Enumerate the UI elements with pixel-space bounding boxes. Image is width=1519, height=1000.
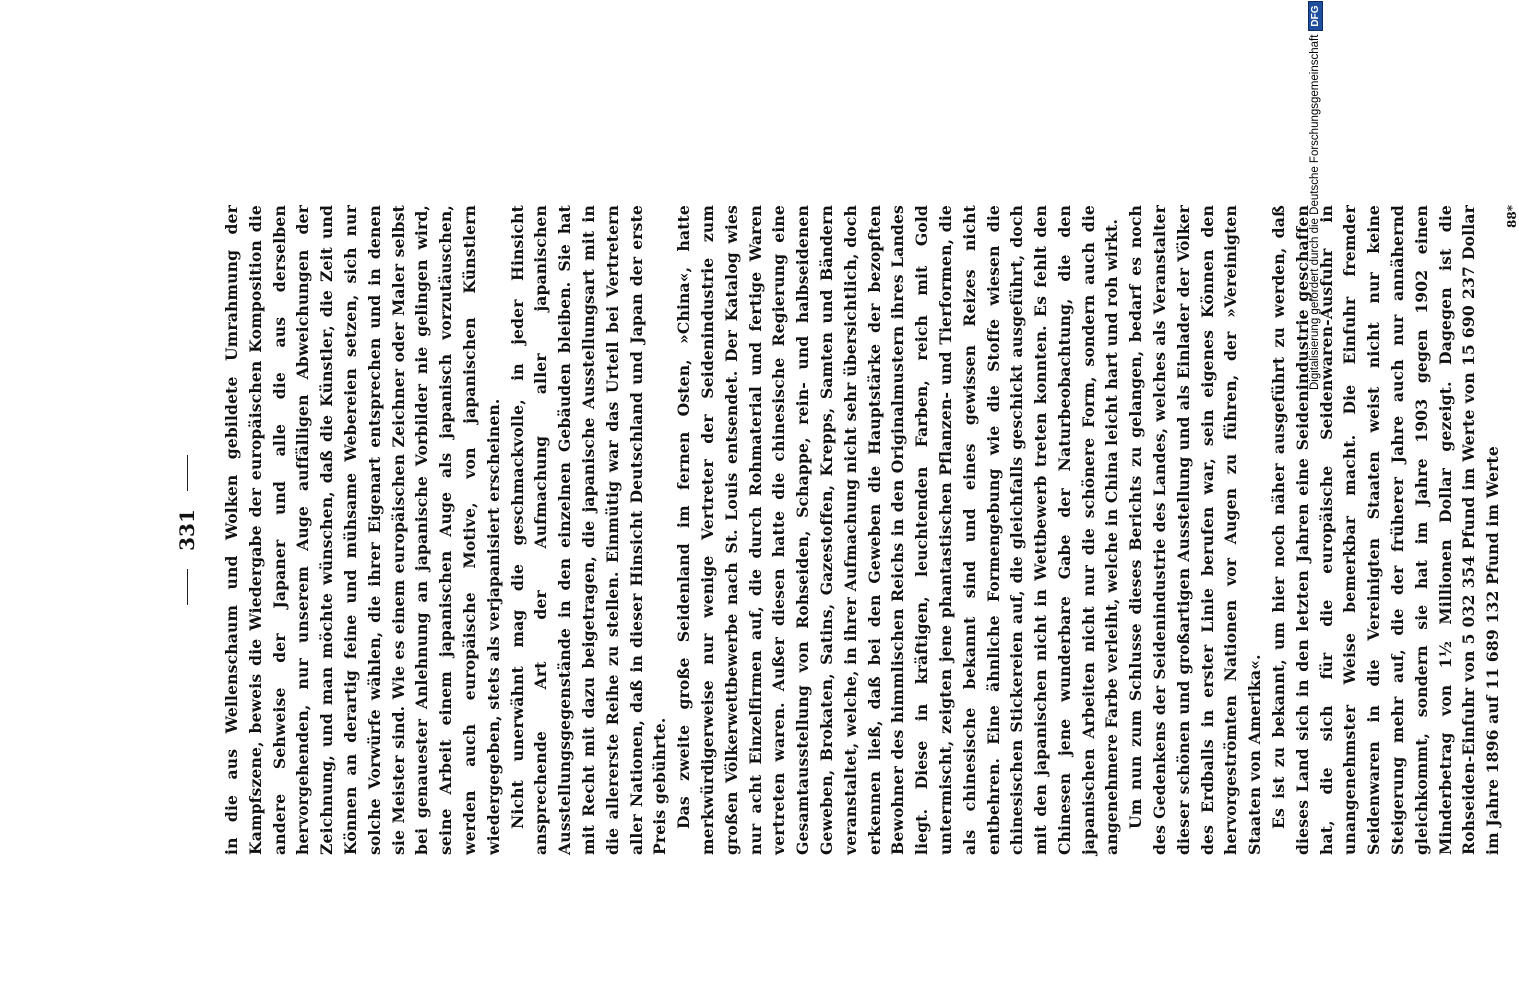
page-header bbox=[168, 205, 206, 855]
dfg-logo: DFG bbox=[1308, 1, 1323, 30]
page-number: 331 bbox=[175, 509, 199, 551]
paragraph-5: Es ist zu bekannt, um hier noch näher ausgeführt zu werden, daß dieses Land sich in den letzten Jahren eine Seidenindustrie geschaffen hat, die sich für die europäische Seidenwaren-Ausfuhr in unangenehmster Weise bemerkbar macht. Die Einfuhr fremder Seidenwaren in die Vereinigten Staaten weist nicht nur keine Steigerung mehr auf, die der früherer Jahre auch nur annähernd gleichkommt, sondern sie hat im Jahre 1903 gegen 1902 einen Minderbetrag von 1½ Millionen Dollar gezeigt. Dagegen ist die Rohseiden-Einfuhr von 5 032 354 Pfund im Werte von 15 690 237 Dollar im Jahre 1896 auf 11 689 132 Pfund im Werte bbox=[1269, 205, 1503, 855]
paragraph-1: in die aus Wellenschaum und Wolken gebildete Umrahmung der Kampfszene, beweis die Wiedergabe der europäischen Komposition die andere Sehweise der Japaner und alle die aus derselben hervorgehenden, nur unserem Auge auffälligen Abweichungen der Zeichnung, und man möchte wünschen, daß die Künstler, die Zeit und Können an derartig feine und mühsame Webereien setzen, sich nur solche Vorwürfe wählen, die ihrer Eigenart entsprechen und in denen sie Meister sind. Wie es einem europäischen Zeichner oder Maler selbst bei genauester Anlehnung an japanische Vorbilder nie gelingen wird, seine Arbeit einem japanischen Auge als japanisch vorzutäuschen, werden auch europäische Motive, von japanischen Künstlern wiedergegeben, stets als verjapanisiert erscheinen. bbox=[222, 205, 503, 855]
paragraph-3: Das zweite große Seidenland im fernen Osten, »China«, hatte merkwürdigerweise nur wenige Vertreter der Seidenindustrie zum großen Völkerwettbewerbe nach St. Louis entsendet. Der Katalog wies nur acht Einzelfirmen auf, die durch Rohmaterial und fertige Waren vertreten waren. Außer diesen hatte die chinesische Regierung eine Gesamtausstellung von Rohseiden, Schappe, rein- und halbseidenen Geweben, Brokaten, Satins, Gazestoffen, Krepps, Samten und Bändern veranstaltet, welche, in ihrer Aufmachung nicht sehr übersichtlich, doch erkennen ließ, daß bei den Geweben die Hauptstärke der bezopften Bewohner des himmlischen Reichs in den Originalmustern ihres Landes liegt. Diese in kräftigen, leuchtenden Farben, reich mit Gold untermischt, zeigten jene phantastischen Pflanzen- und Tierformen, die als chinesische bekannt sind und eines gewissen Reizes nicht entbehren. Eine ähnliche Formengebung wie die Stoffe wiesen die chinesischen Stickereien auf, die gleichfalls geschickt ausgeführt, doch mit den japanischen nicht in Wettbewerb treten konnten. Es fehlt den Chinesen jene wunderbare Gabe der Naturbeobachtung, die den japanischen Arbeiten nicht nur die schönere Form, sondern auch die angenehmere Farbe verleiht, welche in China leicht hart und roh wirkt. bbox=[674, 205, 1122, 855]
header-dash-left bbox=[187, 569, 188, 605]
paragraph-2: Nicht unerwähnt mag die geschmackvolle, in jeder Hinsicht ansprechende Art der Aufmachung aller japanischen Ausstellungsgegenstände in den einzelnen Gebäuden bleiben. Sie hat mit Recht mit dazu beigetragen, die japanische Ausstellungsart mit in die allererste Reihe zu stellen. Einmütig war das Urteil bei Vertretern aller Nationen, daß in dieser Hinsicht Deutschland und Japan der erste Preis gebührte. bbox=[507, 205, 670, 855]
paragraph-4: Um nun zum Schlusse dieses Berichts zu gelangen, bedarf es noch des Gedenkens der Seidenindustrie des Landes, welches als Veranstalter dieser schönen und großartigen Ausstellung und als Einlader der Völker des Erdballs in erster Linie berufen war, sein eigenes Können den hervorgeströmten Nationen vor Augen zu führen, der »Vereinigten Staaten von Amerika«. bbox=[1126, 205, 1265, 855]
digitization-credit bbox=[1305, 5, 1325, 390]
signature-mark: 88* bbox=[1505, 205, 1519, 228]
header-dash-right bbox=[187, 455, 188, 491]
credit-text: Digitalisierung gefördert durch die Deutsche Forschungsgemeinschaft bbox=[1309, 34, 1321, 390]
